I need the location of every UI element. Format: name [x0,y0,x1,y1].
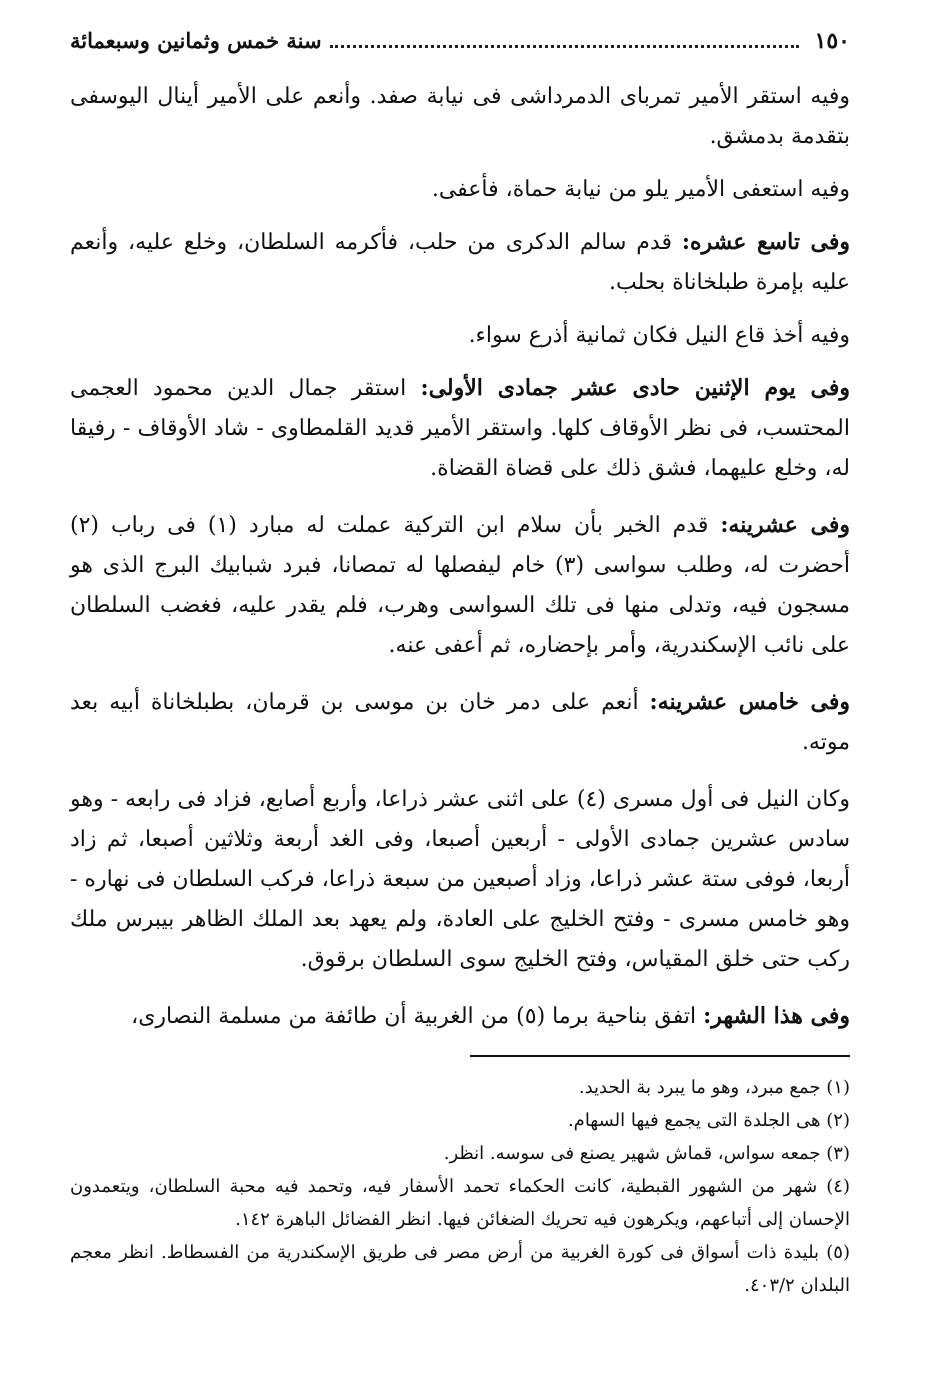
paragraph: وفى خامس عشرينه: أنعم على دمر خان بن موسى بن قرمان، بطبلخاناة أبيه بعد موته. [70,689,850,755]
footnote: (٣) جمعه سواس، قماش شهير يصنع فى سوسه. انظر. [443,1143,850,1164]
paragraph: وفى هذا الشهر: اتفق بناحية برما (٥) من الغربية أن طائفة من مسلمة النصارى، [131,1003,850,1029]
paragraph-lead: وفى خامس عشرينه: [649,689,850,715]
footnote: (٢) هى الجلدة التى يجمع فيها السهام. [567,1110,850,1131]
footnotes [70,1071,850,1302]
paragraph-lead: وفى هذا الشهر: [703,1003,850,1029]
page-header [70,28,850,76]
header-dotted-leader [330,45,799,48]
paragraph: وفيه أخذ قاع النيل فكان ثمانية أذرع سواء. [468,323,850,348]
paragraph-lead: وفى تاسع عشره: [681,229,851,255]
paragraph: وفى تاسع عشره: قدم سالم الدكرى من حلب، فأكرمه السلطان، وخلع عليه، وأنعم عليه بإمرة طبلخاناة بحلب. [70,229,851,295]
paragraph: وكان النيل فى أول مسرى (٤) على اثنى عشر ذراعا، وأربع أصابع، فزاد فى رابعه - وهو سادس عشرين جمادى الأولى - أربعين أصبعا، وفى الغد أربعة وثلاثين أصبعا، ثم زاد أربعا، فوفى ستة عشر ذراعا، وزاد أصبعين من سبعة ذراعا، فركب السلطان فى نهاره - وهو خامس مسرى - وفتح الخليج على العادة، ولم يعهد بعد الملك الظاهر بيبرس ملك ركب حتى خلق المقياس، وفتح الخليج سوى السلطان برقوق. [70,787,850,972]
running-title: سنة خمس وثمانين وسبعمائة [70,28,322,53]
paragraph: وفى عشرينه: قدم الخبر بأن سلام ابن التركية عملت له مبارد (١) فى رباب (٢) أحضرت له، وطلب سواسى (٣) خام ليفصلها له تمصانا، فبرد شبابيك البرج الذى هو مسجون فيه، وتدلى منها فى تلك السواسى وهرب، فلم يقدر عليه، فغضب السلطان على نائب الإسكندرية، وأمر بإحضاره، ثم أعفى عنه. [70,512,851,658]
paragraph: وفى يوم الإثنين حادى عشر جمادى الأولى: استقر جمال الدين محمود العجمى المحتسب، فى نظر الأوقاف كلها. واستقر الأمير قديد القلمطاوى - شاد الأوقاف - رفيقا له، وخلع عليهما، فشق ذلك على قضاة القضاة. [70,375,850,481]
footnote: (١) جمع مبرد، وهو ما يبرد بة الحديد. [578,1077,850,1098]
page [70,28,850,1358]
paragraph-lead: وفى يوم الإثنين حادى عشر جمادى الأولى: [420,375,850,401]
main-text [70,76,850,1037]
paragraph: وفيه استعفى الأمير يلو من نيابة حماة، فأعفى. [431,177,850,202]
page-number: ١٥٠ [814,28,850,54]
paragraph-lead: وفى عشرينه: [720,512,850,538]
footnote: (٥) بليدة ذات أسواق فى كورة الغربية من أرض مصر فى طريق الإسكندرية من الفسطاط. انظر معجم البلدان ٤٠٣/٢. [70,1242,850,1296]
footnote-separator [470,1055,850,1057]
footnote: (٤) شهر من الشهور القبطية، كانت الحكماء تحمد الأسفار فيه، وتحمد فيه محبة السلطان، ويتعمدون الإحسان إلى أتباعهم، ويكرهون فيه تحريك الضغائن فيها. انظر الفضائل الباهرة ١٤٢. [70,1176,850,1230]
paragraph: وفيه استقر الأمير تمرباى الدمرداشى فى نيابة صفد. وأنعم على الأمير أينال اليوسفى بتقدمة بدمشق. [70,84,850,149]
